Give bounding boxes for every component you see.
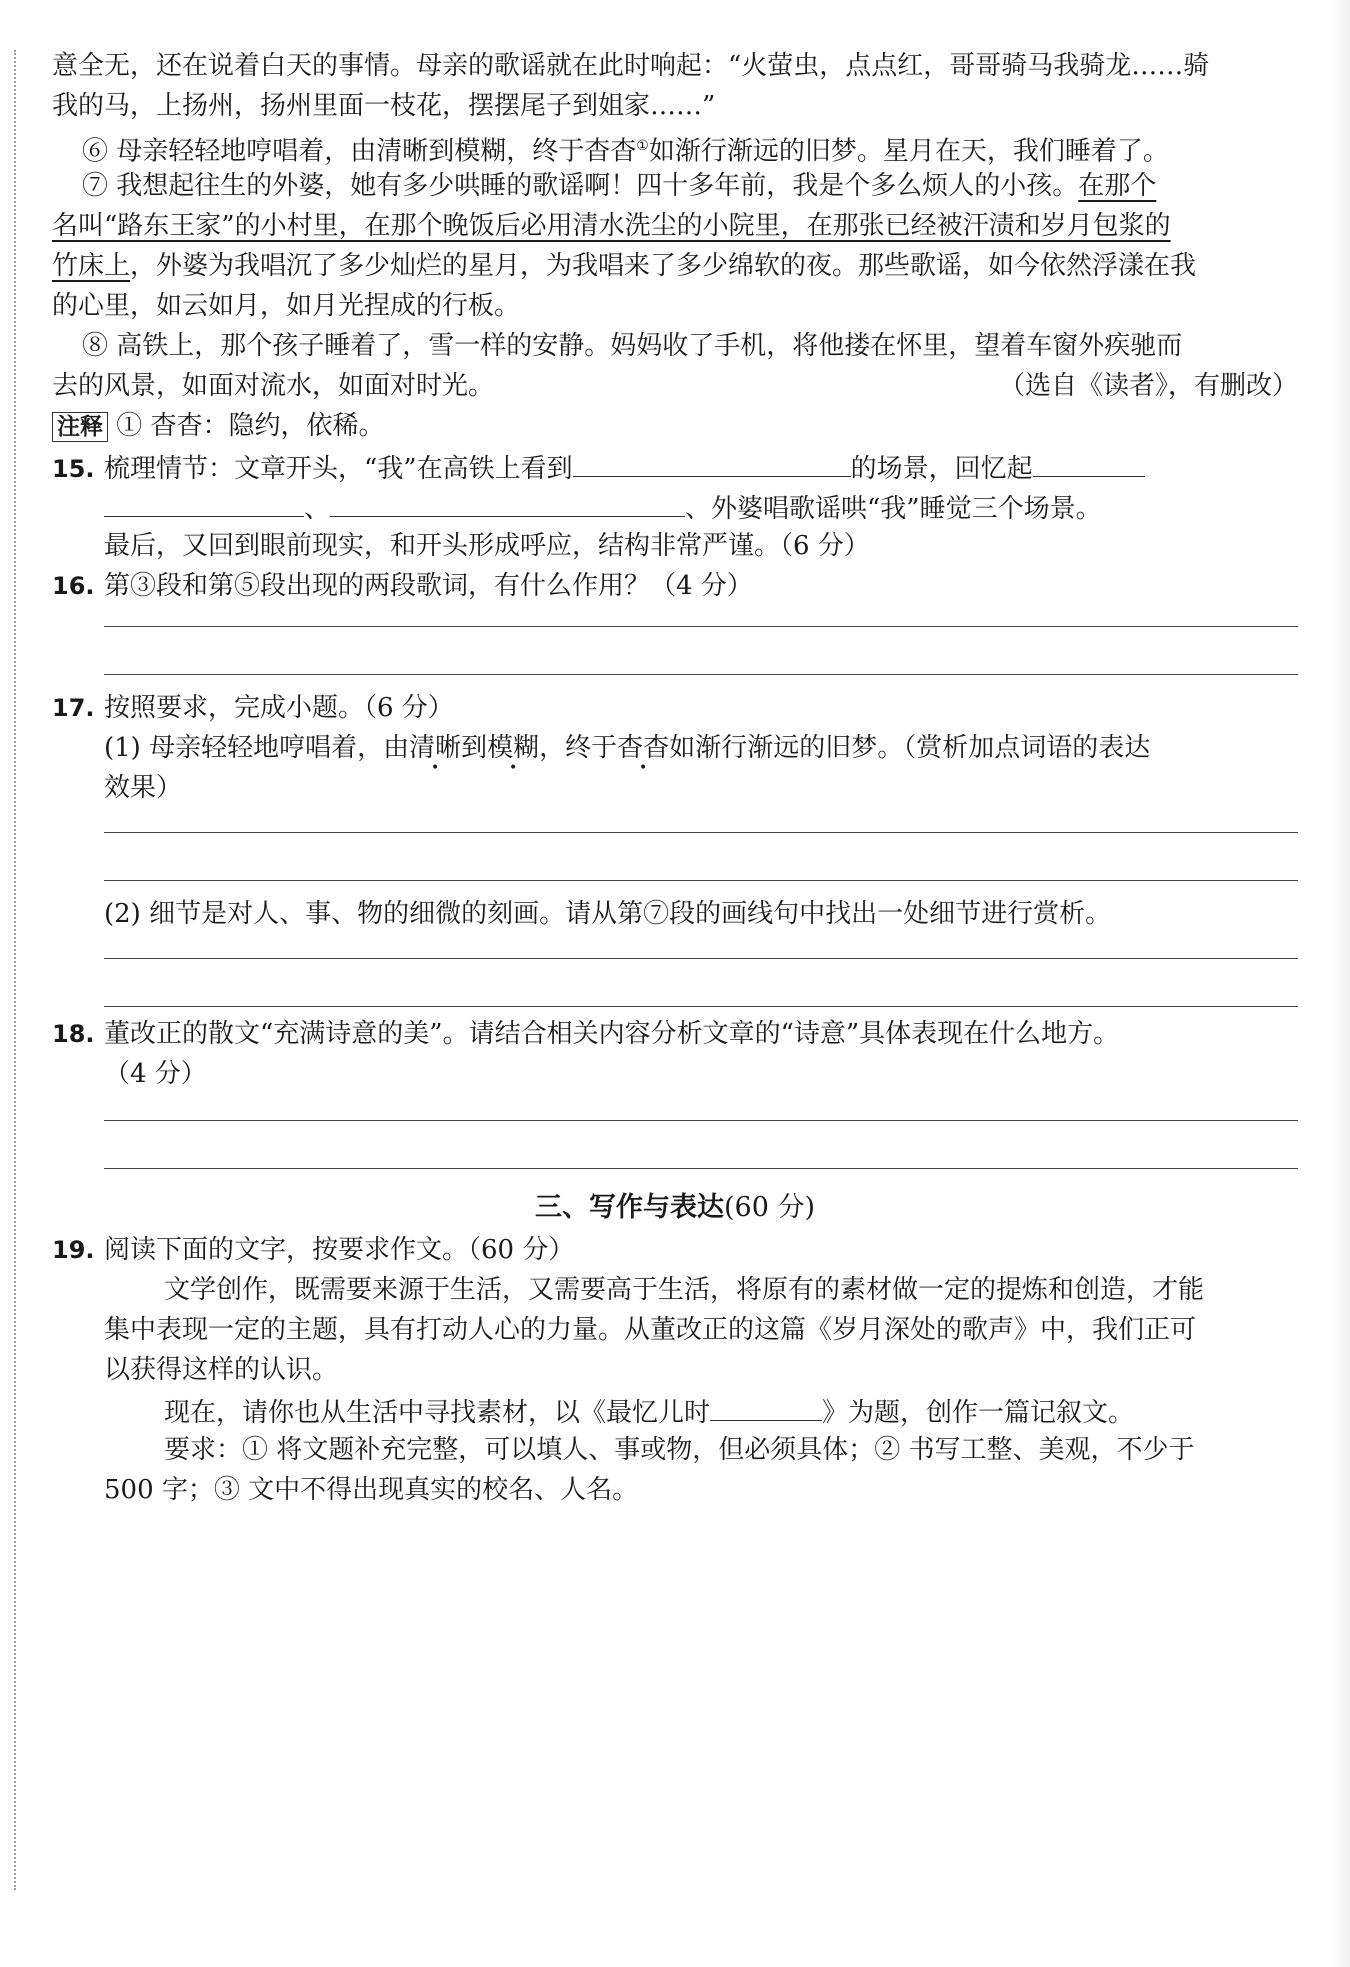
question-15-line2 xyxy=(104,488,1298,527)
answer-line[interactable] xyxy=(104,1120,1298,1121)
section-title: 三、写作与表达 xyxy=(534,1192,724,1223)
answer-blank[interactable] xyxy=(104,488,304,517)
answer-line[interactable] xyxy=(104,1168,1298,1169)
dotted-word: 模糊 xyxy=(487,733,540,763)
requirements-line: 500 字；③ 文中不得出现真实的校名、人名。 xyxy=(104,1475,639,1505)
footnote-marker: ① xyxy=(636,138,649,154)
question-text: 阅读下面的文字，按要求作文。（60 分） xyxy=(104,1235,575,1265)
underlined-sentence: 在那个 xyxy=(1078,171,1157,201)
question-17 xyxy=(52,690,1298,726)
paragraph-7-text: ，外婆为我唱沉了多少灿烂的星月，为我唱来了多少绵软的夜。那些歌谣，如今依然浮漾在我 xyxy=(130,251,1197,281)
question-15 xyxy=(52,448,1298,487)
question-number: 19. xyxy=(52,1236,95,1264)
question-text: 董改正的散文“充满诗意的美”。请结合相关内容分析文章的“诗意”具体表现在什么地方。 xyxy=(104,1019,1120,1049)
paragraph-7-text: ⑦ 我想起往生的外婆，她有多少哄睡的歌谣啊！四十多年前，我是个多么烦人的小孩。 xyxy=(82,171,1079,201)
question-number: 17. xyxy=(52,694,95,722)
question-number: 15. xyxy=(52,455,95,483)
question-19 xyxy=(52,1232,1298,1268)
answer-blank[interactable] xyxy=(573,448,851,477)
question-text: 如渐行渐远的旧梦。（赏析加点词语的表达 xyxy=(669,733,1151,763)
answer-line[interactable] xyxy=(104,880,1298,881)
underlined-sentence: 名叫“路东王家”的小村里，在那个晚饭后必用清水洗尘的小院里，在那张已经被汗渍和岁月包浆的 xyxy=(52,211,1171,241)
requirements-line: 要求：① 将文题补充完整，可以填人、事或物，但必须具体；② 书写工整、美观，不少于 xyxy=(164,1435,1195,1465)
question-17-part-1-line2: 效果） xyxy=(104,773,183,803)
answer-blank[interactable] xyxy=(1033,448,1145,477)
passage-line: 我的马，上扬州，扬州里面一枝花，摆摆尾子到姐家……” xyxy=(52,91,716,121)
question-16 xyxy=(52,568,1298,604)
paragraph-7 xyxy=(82,168,1156,204)
dotted-word: 清晰 xyxy=(409,733,462,763)
prompt-line: 集中表现一定的主题，具有打动人心的力量。从董改正的这篇《岁月深处的歌声》中，我们正可 xyxy=(104,1315,1197,1345)
prompt-line: 文学创作，既需要来源于生活，又需要高于生活，将原有的素材做一定的提炼和创造，才能 xyxy=(164,1275,1205,1305)
question-number: 16. xyxy=(52,572,95,600)
question-text: 的场景，回忆起 xyxy=(850,454,1033,484)
paragraph-6-text: ⑥ 母亲轻轻地哼唱着，由清晰到模糊，终于杳杳 xyxy=(82,136,637,167)
question-18-line2: （4 分） xyxy=(104,1059,207,1089)
paragraph-8-text: 去的风景，如面对流水，如面对时光。 xyxy=(52,371,495,401)
passage-line: 意全无，还在说着白天的事情。母亲的歌谣就在此时响起：“火萤虫，点点红，哥哥骑马我骑龙……骑 xyxy=(52,51,1210,81)
question-18 xyxy=(52,1016,1298,1052)
section-score: (60 分) xyxy=(723,1192,815,1223)
answer-line[interactable] xyxy=(104,958,1298,959)
question-15-line3: 最后，又回到眼前现实，和开头形成呼应，结构非常严谨。（6 分） xyxy=(104,531,870,561)
answer-line[interactable] xyxy=(104,1006,1298,1007)
answer-blank[interactable] xyxy=(330,488,685,517)
paragraph-6 xyxy=(82,128,1169,170)
answer-line[interactable] xyxy=(104,626,1298,627)
passage-line: 的心里，如云如月，如月光捏成的行板。 xyxy=(52,291,521,321)
source-citation: （选自《读者》，有删改） xyxy=(998,371,1298,401)
prompt-title-line xyxy=(164,1392,1134,1431)
prompt-text: 》为题，创作一篇记叙文。 xyxy=(822,1398,1135,1428)
passage-line xyxy=(52,248,1298,284)
footnote xyxy=(52,408,1298,444)
question-text: 按照要求，完成小题。（6 分） xyxy=(104,693,454,723)
question-text: 到 xyxy=(461,733,488,763)
question-text: 、 xyxy=(304,494,331,524)
section-heading xyxy=(0,1190,1350,1226)
note-text: ① 杳杳：隐约，依稀。 xyxy=(116,411,385,441)
answer-line[interactable] xyxy=(104,832,1298,833)
title-blank[interactable] xyxy=(710,1392,822,1421)
question-text: (1) 母亲轻轻地哼唱着，由 xyxy=(104,733,410,763)
question-text: 第③段和第⑤段出现的两段歌词，有什么作用？（4 分） xyxy=(104,571,753,601)
question-number: 18. xyxy=(52,1020,95,1048)
prompt-text: 现在，请你也从生活中寻找素材，以《最忆儿时 xyxy=(164,1398,711,1428)
question-text: 梳理情节：文章开头，“我”在高铁上看到 xyxy=(104,454,573,484)
underlined-sentence: 竹床上 xyxy=(52,251,131,281)
paragraph-6-text: 如渐行渐远的旧梦。星月在天，我们睡着了。 xyxy=(648,136,1169,167)
answer-line[interactable] xyxy=(104,674,1298,675)
paragraph-8: ⑧ 高铁上，那个孩子睡着了，雪一样的安静。妈妈收了手机，将他搂在怀里，望着车窗外疾驰而 xyxy=(82,331,1183,361)
question-text: ，终于 xyxy=(539,733,618,763)
prompt-line: 以获得这样的认识。 xyxy=(104,1355,339,1385)
question-text: 、外婆唱歌谣哄“我”睡觉三个场景。 xyxy=(685,494,1102,524)
question-17-part-1 xyxy=(104,730,1298,766)
question-17-part-2: (2) 细节是对人、事、物的细微的刻画。请从第⑦段的画线句中找出一处细节进行赏析。 xyxy=(104,899,1112,929)
dotted-word: 杳杳 xyxy=(617,733,670,763)
passage-line xyxy=(52,208,1298,244)
passage-line xyxy=(52,368,1298,404)
page-shadow xyxy=(1332,0,1350,1967)
binding-edge xyxy=(14,50,16,1890)
note-tag: 注释 xyxy=(52,412,108,442)
